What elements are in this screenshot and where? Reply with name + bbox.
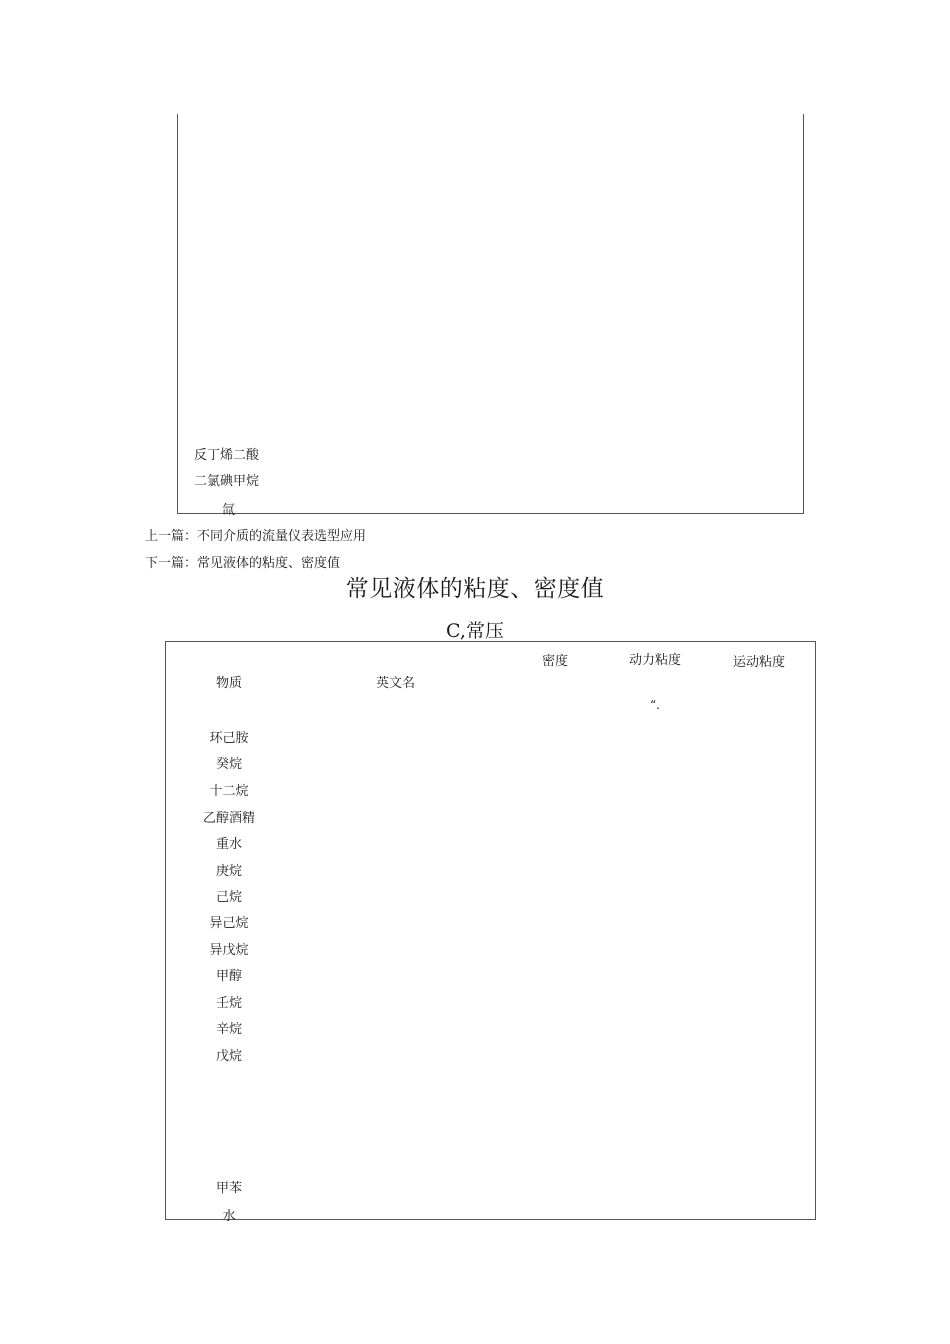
page-title: 常见液体的粘度、密度值 (345, 576, 605, 602)
substance-cell: 十二烷 (209, 784, 249, 799)
header-substance: 物质 (215, 676, 242, 691)
substance-cell: 戊烷 (215, 1049, 242, 1064)
substance-cell: 水 (222, 1209, 236, 1224)
substance-cell: 乙醇酒精 (202, 811, 255, 826)
substance-cell: 己烷 (215, 890, 242, 905)
page-subtitle: C,常压 (446, 620, 504, 642)
header-density: 密度 (542, 654, 569, 669)
substance-cell: 环己胺 (209, 731, 249, 746)
substance-cell: 甲醇 (215, 969, 242, 984)
top-table-row: 氙 (222, 503, 236, 518)
next-article-link[interactable]: 下一篇：常见液体的粘度、密度值 (145, 556, 341, 571)
substance-cell: 辛烷 (215, 1022, 242, 1037)
substance-cell: 异戊烷 (209, 943, 249, 958)
top-table-row: 二氯碘甲烷 (194, 474, 260, 489)
header-kinematic-viscosity: 运动粘度 (733, 655, 786, 670)
header-english-name: 英文名 (376, 676, 416, 691)
substance-cell: 重水 (215, 837, 242, 852)
substance-cell: 异己烷 (209, 916, 249, 931)
substance-cell: 甲苯 (215, 1181, 242, 1196)
previous-article-link[interactable]: 上一篇：不同介质的流量仪表选型应用 (145, 529, 367, 544)
top-table-box (177, 114, 804, 514)
substance-cell: 庚烷 (215, 864, 242, 879)
header-dynamic-viscosity: 动力粘度 (629, 653, 682, 668)
substance-cell: 壬烷 (215, 996, 242, 1011)
top-table-row: 反丁烯二酸 (194, 448, 260, 463)
substance-cell: 癸烷 (215, 757, 242, 772)
dynamic-viscosity-unit: “. (650, 698, 660, 712)
